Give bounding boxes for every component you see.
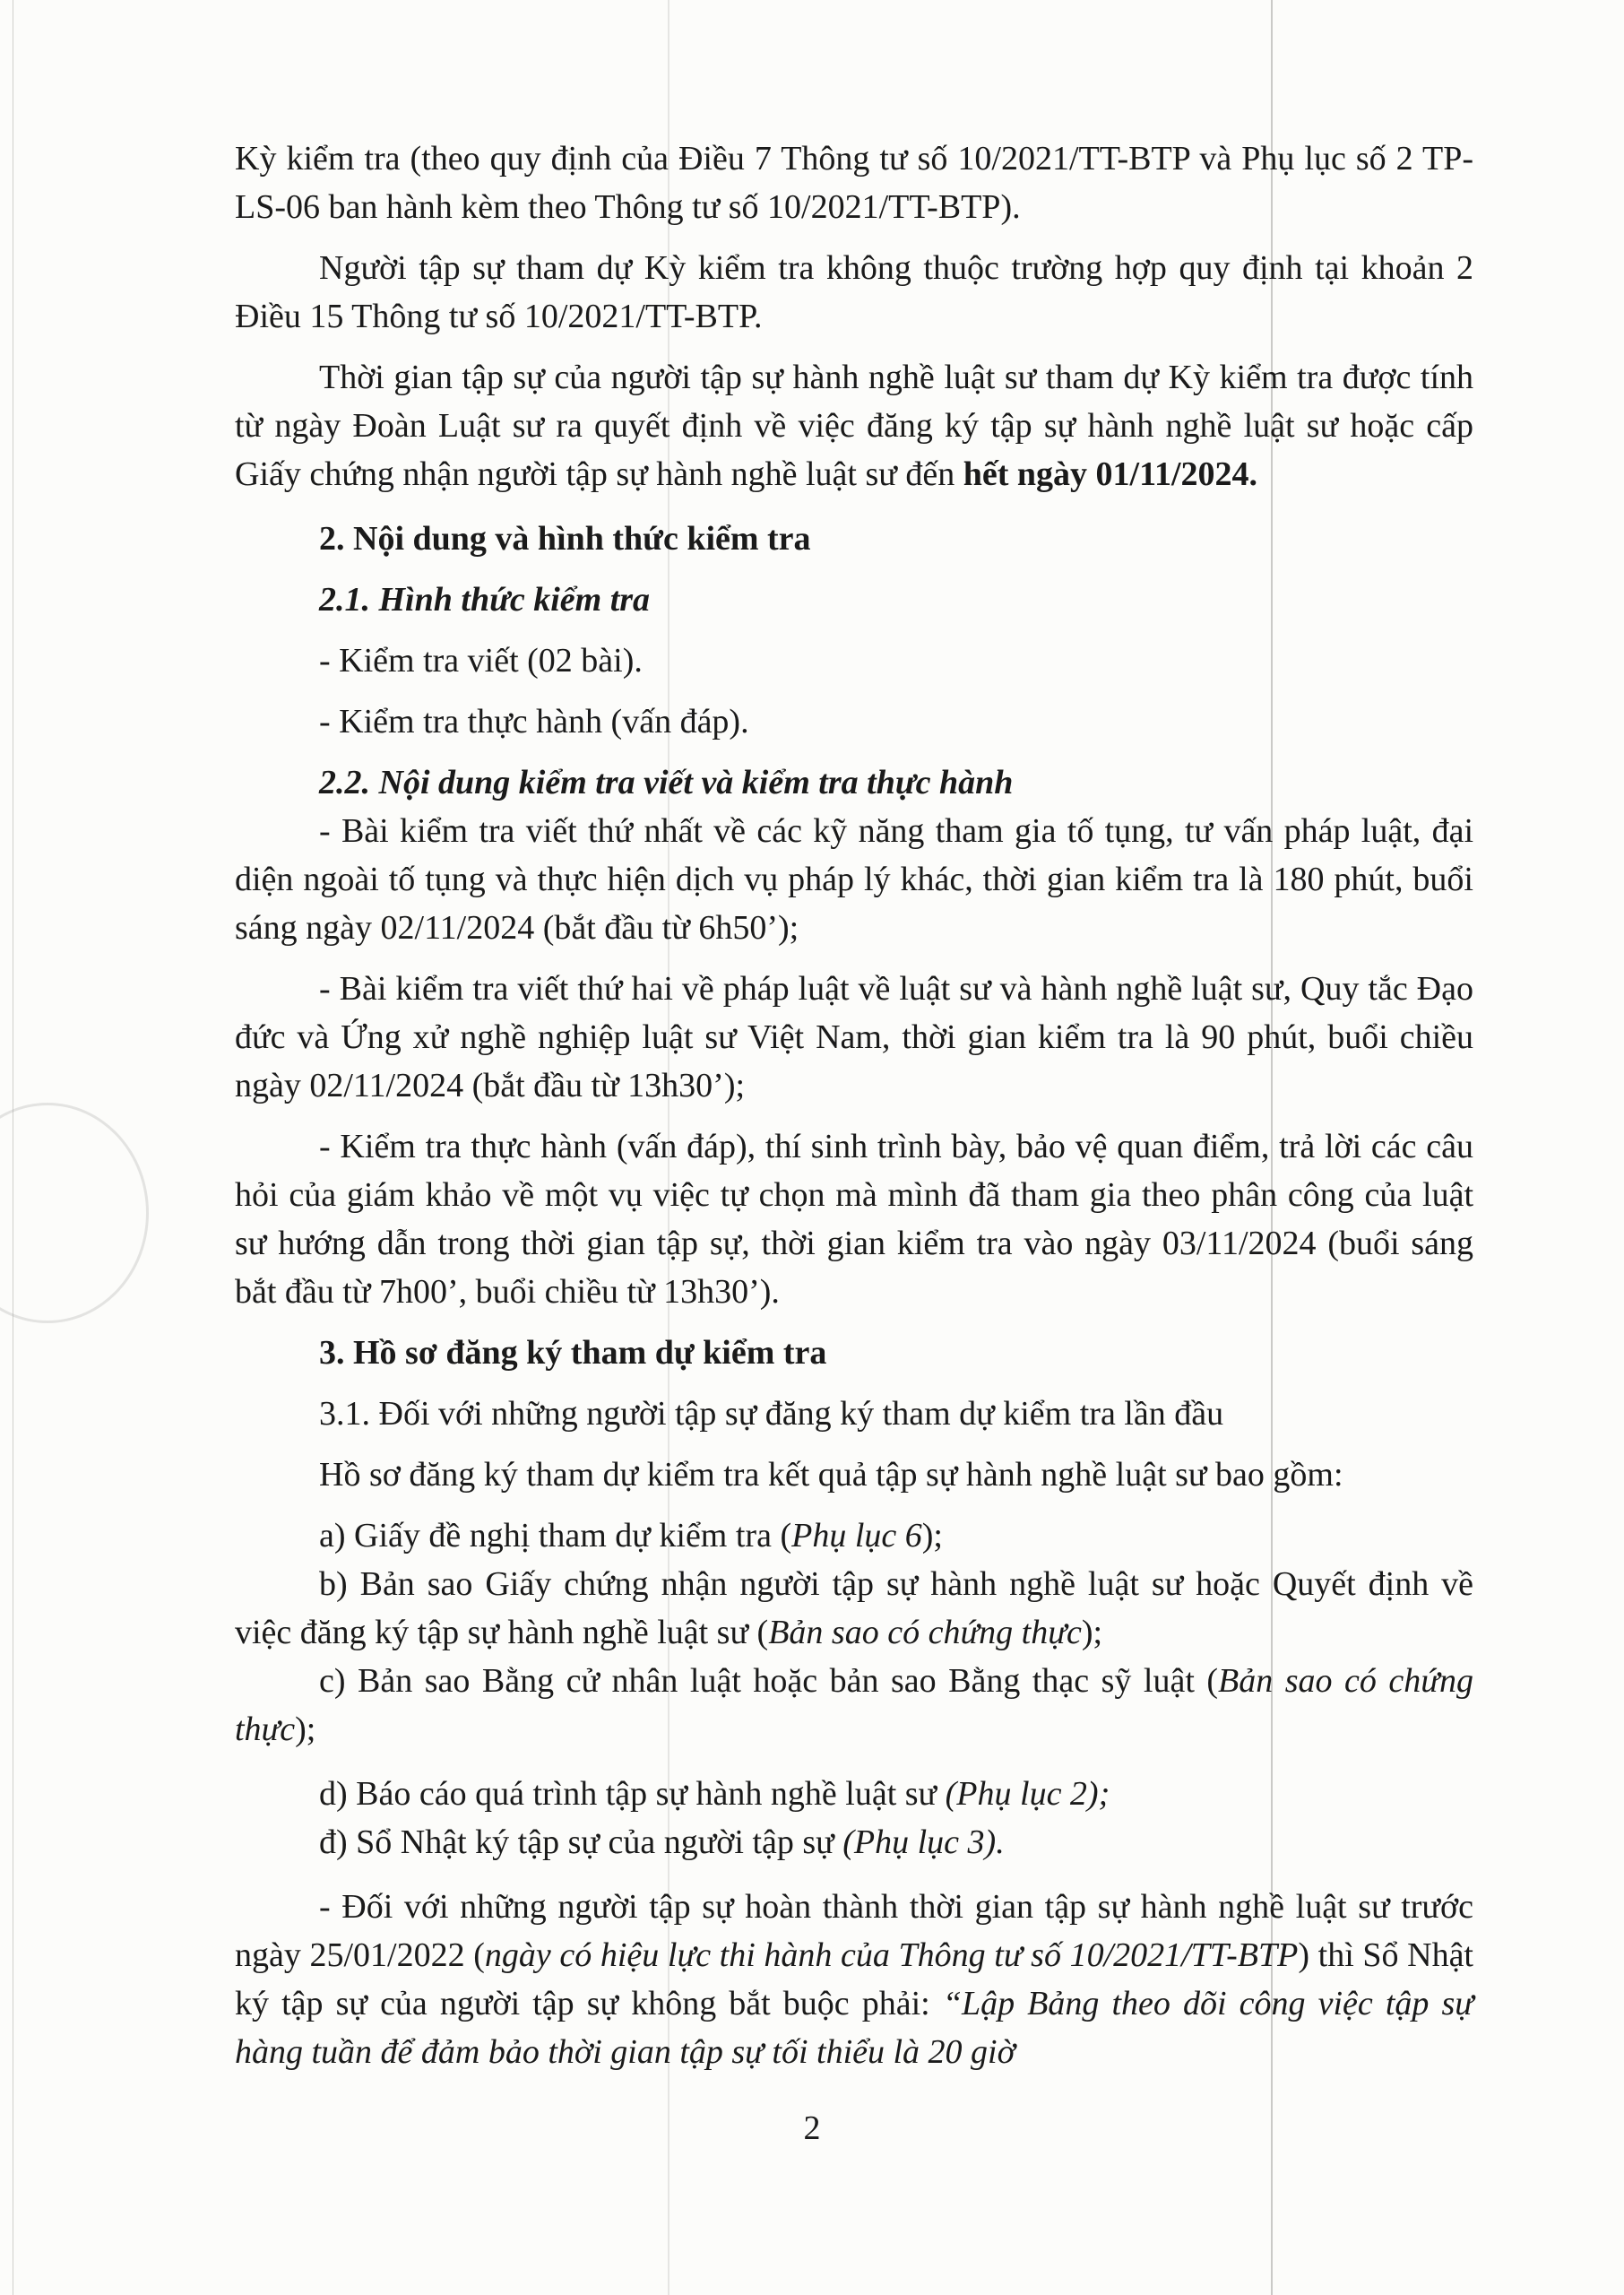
subsection-title: 3.1. Đối với những người tập sự đăng ký tham dự kiểm tra lần đầu (319, 1395, 1224, 1433)
list-item-text: ); (1081, 1614, 1103, 1651)
paragraph: Người tập sự tham dự Kỳ kiểm tra không thuộc trường hợp quy định tại khoản 2 Điều 15 Thông tư số 10/2021/TT-BTP. (235, 249, 1473, 335)
list-item (235, 1560, 1473, 1657)
faded-stamp (0, 1103, 149, 1323)
list-item-text: ); (295, 1710, 316, 1748)
paragraph-text: - Đối với những người tập sự hoàn thành thời gian tập sự hành nghề luật sư trước ngày 25/01/2022 ( (235, 1888, 1473, 1974)
list-item: - Kiểm tra viết (02 bài). (319, 642, 643, 680)
note-text: Bản sao có chứng thực (235, 1662, 1473, 1748)
list-item: - Kiểm tra thực hành (vấn đáp), thí sinh trình bày, bảo vệ quan điểm, trả lời các câu hỏi của giám khảo về một vụ việc tự chọn mà mình đã tham gia theo phân công của luật sư hướng dẫn trong thời gian tập sự, thời gian kiểm tra vào ngày 03/11/2024 (buổi sáng bắt đầu từ 7h00’, buổi chiều từ 13h30’). (235, 1128, 1473, 1311)
list-item-text: c) Bản sao Bằng cử nhân luật hoặc bản sao Bằng thạc sỹ luật ( (319, 1662, 1219, 1700)
list-item-text: b) Bản sao Giấy chứng nhận người tập sự hành nghề luật sư hoặc Quyết định về việc đăng ký tập sự hành nghề luật sư ( (235, 1565, 1473, 1651)
appendix-ref: (Phụ lục 3). (842, 1823, 1005, 1861)
paragraph: Hồ sơ đăng ký tham dự kiểm tra kết quả tập sự hành nghề luật sư bao gồm: (319, 1456, 1343, 1494)
document-body (235, 134, 1473, 2076)
paragraph-text: ) thì Sổ Nhật ký tập sự của người tập sự không bắt buộc phải: (235, 1936, 1473, 2022)
paragraph: Kỳ kiểm tra (theo quy định của Điều 7 Thông tư số 10/2021/TT-BTP và Phụ lục số 2 TP-LS-06 ban hành kèm theo Thông tư số 10/2021/TT-BTP). (235, 140, 1473, 226)
list-item: - Bài kiểm tra viết thứ nhất về các kỹ năng tham gia tố tụng, tư vấn pháp luật, đại diện ngoài tố tụng và thực hiện dịch vụ pháp lý khác, thời gian kiểm tra là 180 phút, buổi sáng ngày 02/11/2024 (bắt đầu từ 6h50’); (235, 812, 1473, 947)
list-item (319, 1818, 1473, 1866)
paragraph (235, 353, 1473, 498)
list-item-text: đ) Sổ Nhật ký tập sự của người tập sự (319, 1823, 843, 1861)
list-item (319, 1511, 1473, 1560)
appendix-ref: (Phụ lục 2); (945, 1775, 1110, 1813)
subsection-heading: 2.2. Nội dung kiểm tra viết và kiểm tra thực hành (319, 764, 1014, 801)
subsection-heading: 2.1. Hình thức kiểm tra (319, 581, 651, 619)
quote-text: “Lập Bảng theo dõi công việc tập sự hàng tuần để đảm bảo thời gian tập sự tối thiểu là 20 giờ (235, 1985, 1473, 2071)
paragraph (235, 1883, 1473, 2076)
note-text: ngày có hiệu lực thi hành của Thông tư số 10/2021/TT-BTP (484, 1936, 1299, 1974)
list-item (319, 1770, 1473, 1818)
appendix-ref: Phụ lục 6 (791, 1517, 922, 1555)
section-heading: 3. Hồ sơ đăng ký tham dự kiểm tra (319, 1334, 827, 1372)
list-item-text: ); (921, 1517, 943, 1555)
note-text: Bản sao có chứng thực (768, 1614, 1082, 1651)
page-number: 2 (803, 2109, 821, 2147)
list-item (235, 1657, 1473, 1754)
list-item: - Bài kiểm tra viết thứ hai về pháp luật về luật sư và hành nghề luật sư, Quy tắc Đạo đức và Ứng xử nghề nghiệp luật sư Việt Nam, thời gian kiểm tra là 90 phút, buổi chiều ngày 02/11/2024 (bắt đầu từ 13h30’); (235, 970, 1473, 1104)
list-item-text: a) Giấy đề nghị tham dự kiểm tra ( (319, 1517, 792, 1555)
list-item-text: d) Báo cáo quá trình tập sự hành nghề luật sư (319, 1775, 946, 1813)
emphasis-date: hết ngày 01/11/2024. (963, 455, 1258, 493)
paragraph-text: Thời gian tập sự của người tập sự hành nghề luật sư tham dự Kỳ kiểm tra được tính từ ngày Đoàn Luật sư ra quyết định về việc đăng ký tập sự hành nghề luật sư hoặc cấp Giấy chứng nhận người tập sự hành nghề luật sư đến (235, 359, 1473, 493)
list-item: - Kiểm tra thực hành (vấn đáp). (319, 703, 749, 740)
section-heading: 2. Nội dung và hình thức kiểm tra (319, 520, 811, 558)
